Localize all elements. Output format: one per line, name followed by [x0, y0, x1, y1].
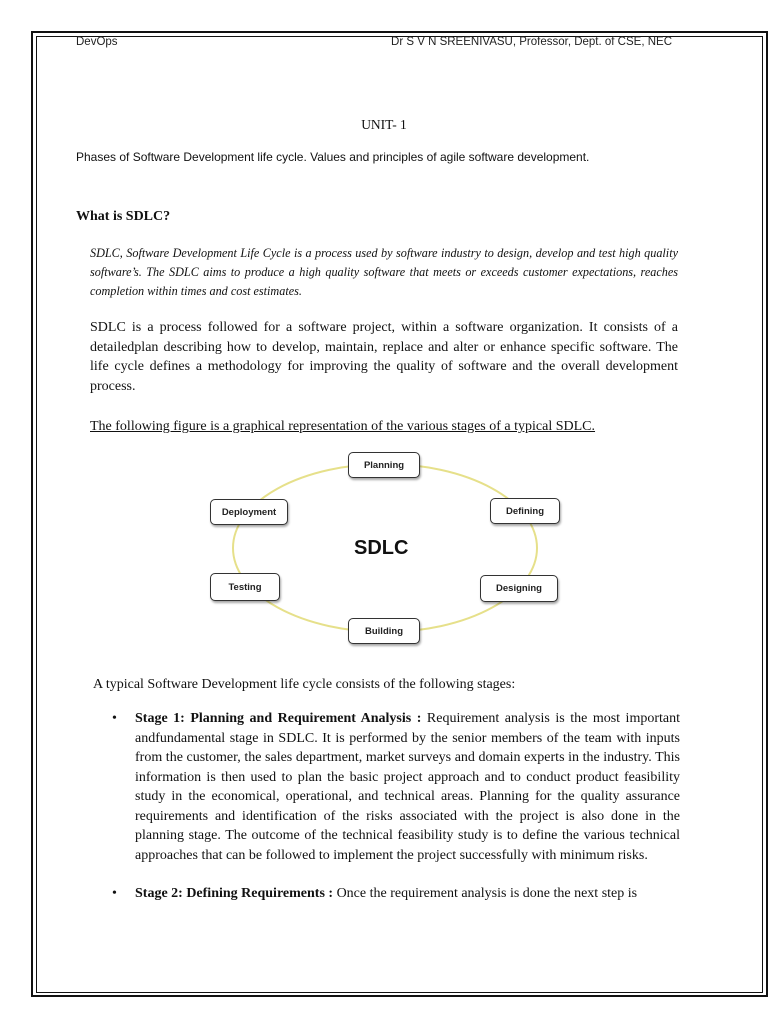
unit-subtitle: Phases of Software Development life cycle. Values and principles of agile software development.: [76, 150, 590, 164]
stage-text: Once the requirement analysis is done the next step is: [333, 886, 638, 901]
unit-title: UNIT- 1: [361, 117, 407, 132]
stage-testing: Testing: [210, 573, 280, 601]
stage-title: Stage 1: Planning and Requirement Analysis :: [135, 711, 422, 726]
sdlc-description: SDLC is a process followed for a software project, within a software organization. It consists of a detailedplan describing how to develop, maintain, replace and alter or enhance specific software. The life cycle defines a methodology for improving the quality of software and the overall development process.: [90, 320, 678, 394]
stage-planning: Planning: [348, 452, 420, 478]
sdlc-definition: SDLC, Software Development Life Cycle is a process used by software industry to design, develop and test high quality software’s. The SDLC aims to produce a high quality software that meets or exceeds customer expectations, reaches completion within times and cost estimates.: [90, 246, 678, 298]
section-heading: What is SDLC?: [76, 209, 171, 224]
sdlc-center-label: SDLC: [354, 537, 409, 559]
bullet-icon: •: [112, 711, 117, 726]
stage-list: [112, 709, 680, 904]
list-item: [112, 884, 680, 904]
stage-text: Requirement analysis is the most important andfundamental stage in SDLC. It is performed by the senior members of the team with inputs from the customer, the sales department, market surveys and domain experts in the industry. This information is then used to plan the basic project approach and to conduct product feasibility study in the economical, operational, and technical areas. Planning for the quality assurance requirements and identification of the risks associated with the project is also done in the planning stage. The outcome of the technical feasibility study is to define the various technical approaches that can be followed to implement the project successfully with minimum risks.: [135, 711, 680, 863]
bullet-icon: •: [112, 886, 117, 901]
sdlc-diagram: [200, 448, 570, 648]
stages-intro: A typical Software Development life cycle consists of the following stages:: [93, 677, 516, 692]
stage-title: Stage 2: Defining Requirements :: [135, 886, 334, 901]
header-course: DevOps: [76, 36, 118, 48]
list-item: [112, 709, 680, 865]
stage-designing: Designing: [480, 575, 558, 602]
stage-defining: Defining: [490, 498, 560, 524]
stage-deployment: Deployment: [210, 499, 288, 525]
figure-intro: The following figure is a graphical representation of the various stages of a typical SDLC.: [90, 419, 596, 434]
header-author: Dr S V N SREENIVASU, Professor, Dept. of CSE, NEC: [391, 36, 672, 48]
stage-building: Building: [348, 618, 420, 644]
